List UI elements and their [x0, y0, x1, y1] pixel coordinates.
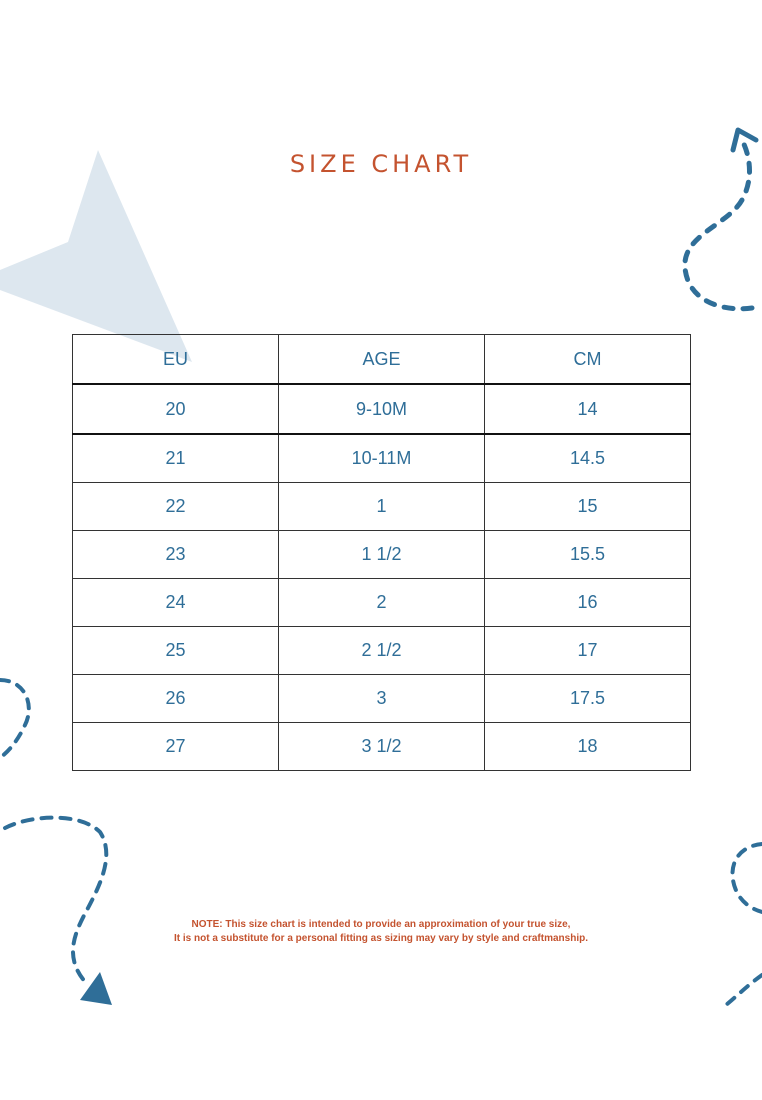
cell-eu: 21	[73, 434, 279, 483]
header-cm: CM	[485, 335, 691, 385]
cell-cm: 14.5	[485, 434, 691, 483]
dashed-curve-right	[732, 844, 762, 912]
cell-cm: 17.5	[485, 675, 691, 723]
cell-age: 3	[279, 675, 485, 723]
cell-eu: 24	[73, 579, 279, 627]
cell-cm: 14	[485, 384, 691, 434]
dashed-arrow-bottom-left-icon	[5, 818, 112, 1005]
table-row	[73, 723, 691, 771]
table-row	[73, 675, 691, 723]
header-age: AGE	[279, 335, 485, 385]
cell-eu: 22	[73, 483, 279, 531]
dashed-line-right-bottom	[726, 975, 762, 1005]
table-row	[73, 627, 691, 675]
note-line-1: NOTE: This size chart is intended to provide an approximation of your true size,	[191, 919, 571, 930]
cell-cm: 15.5	[485, 531, 691, 579]
dashed-arc-left	[0, 680, 29, 758]
cell-eu: 20	[73, 384, 279, 434]
table-row	[73, 531, 691, 579]
cell-cm: 18	[485, 723, 691, 771]
table-row	[73, 384, 691, 434]
cell-age: 1 1/2	[279, 531, 485, 579]
table-header-row	[73, 335, 691, 385]
cell-age: 10-11M	[279, 434, 485, 483]
cell-age: 9-10M	[279, 384, 485, 434]
table-row	[73, 483, 691, 531]
cell-eu: 23	[73, 531, 279, 579]
note-line-2: It is not a substitute for a personal fitting as sizing may vary by style and craftmanship.	[174, 933, 588, 944]
cell-cm: 15	[485, 483, 691, 531]
cell-eu: 27	[73, 723, 279, 771]
cell-age: 2 1/2	[279, 627, 485, 675]
cell-age: 1	[279, 483, 485, 531]
table-row	[73, 579, 691, 627]
cell-cm: 17	[485, 627, 691, 675]
cell-eu: 26	[73, 675, 279, 723]
paper-plane-shape	[0, 150, 192, 362]
size-chart-table	[72, 334, 691, 771]
page-title: SIZE CHART	[289, 150, 473, 178]
cell-cm: 16	[485, 579, 691, 627]
header-eu: EU	[73, 335, 279, 385]
cell-age: 3 1/2	[279, 723, 485, 771]
cell-age: 2	[279, 579, 485, 627]
cell-eu: 25	[73, 627, 279, 675]
disclaimer-note	[0, 918, 762, 946]
table-row	[73, 434, 691, 483]
